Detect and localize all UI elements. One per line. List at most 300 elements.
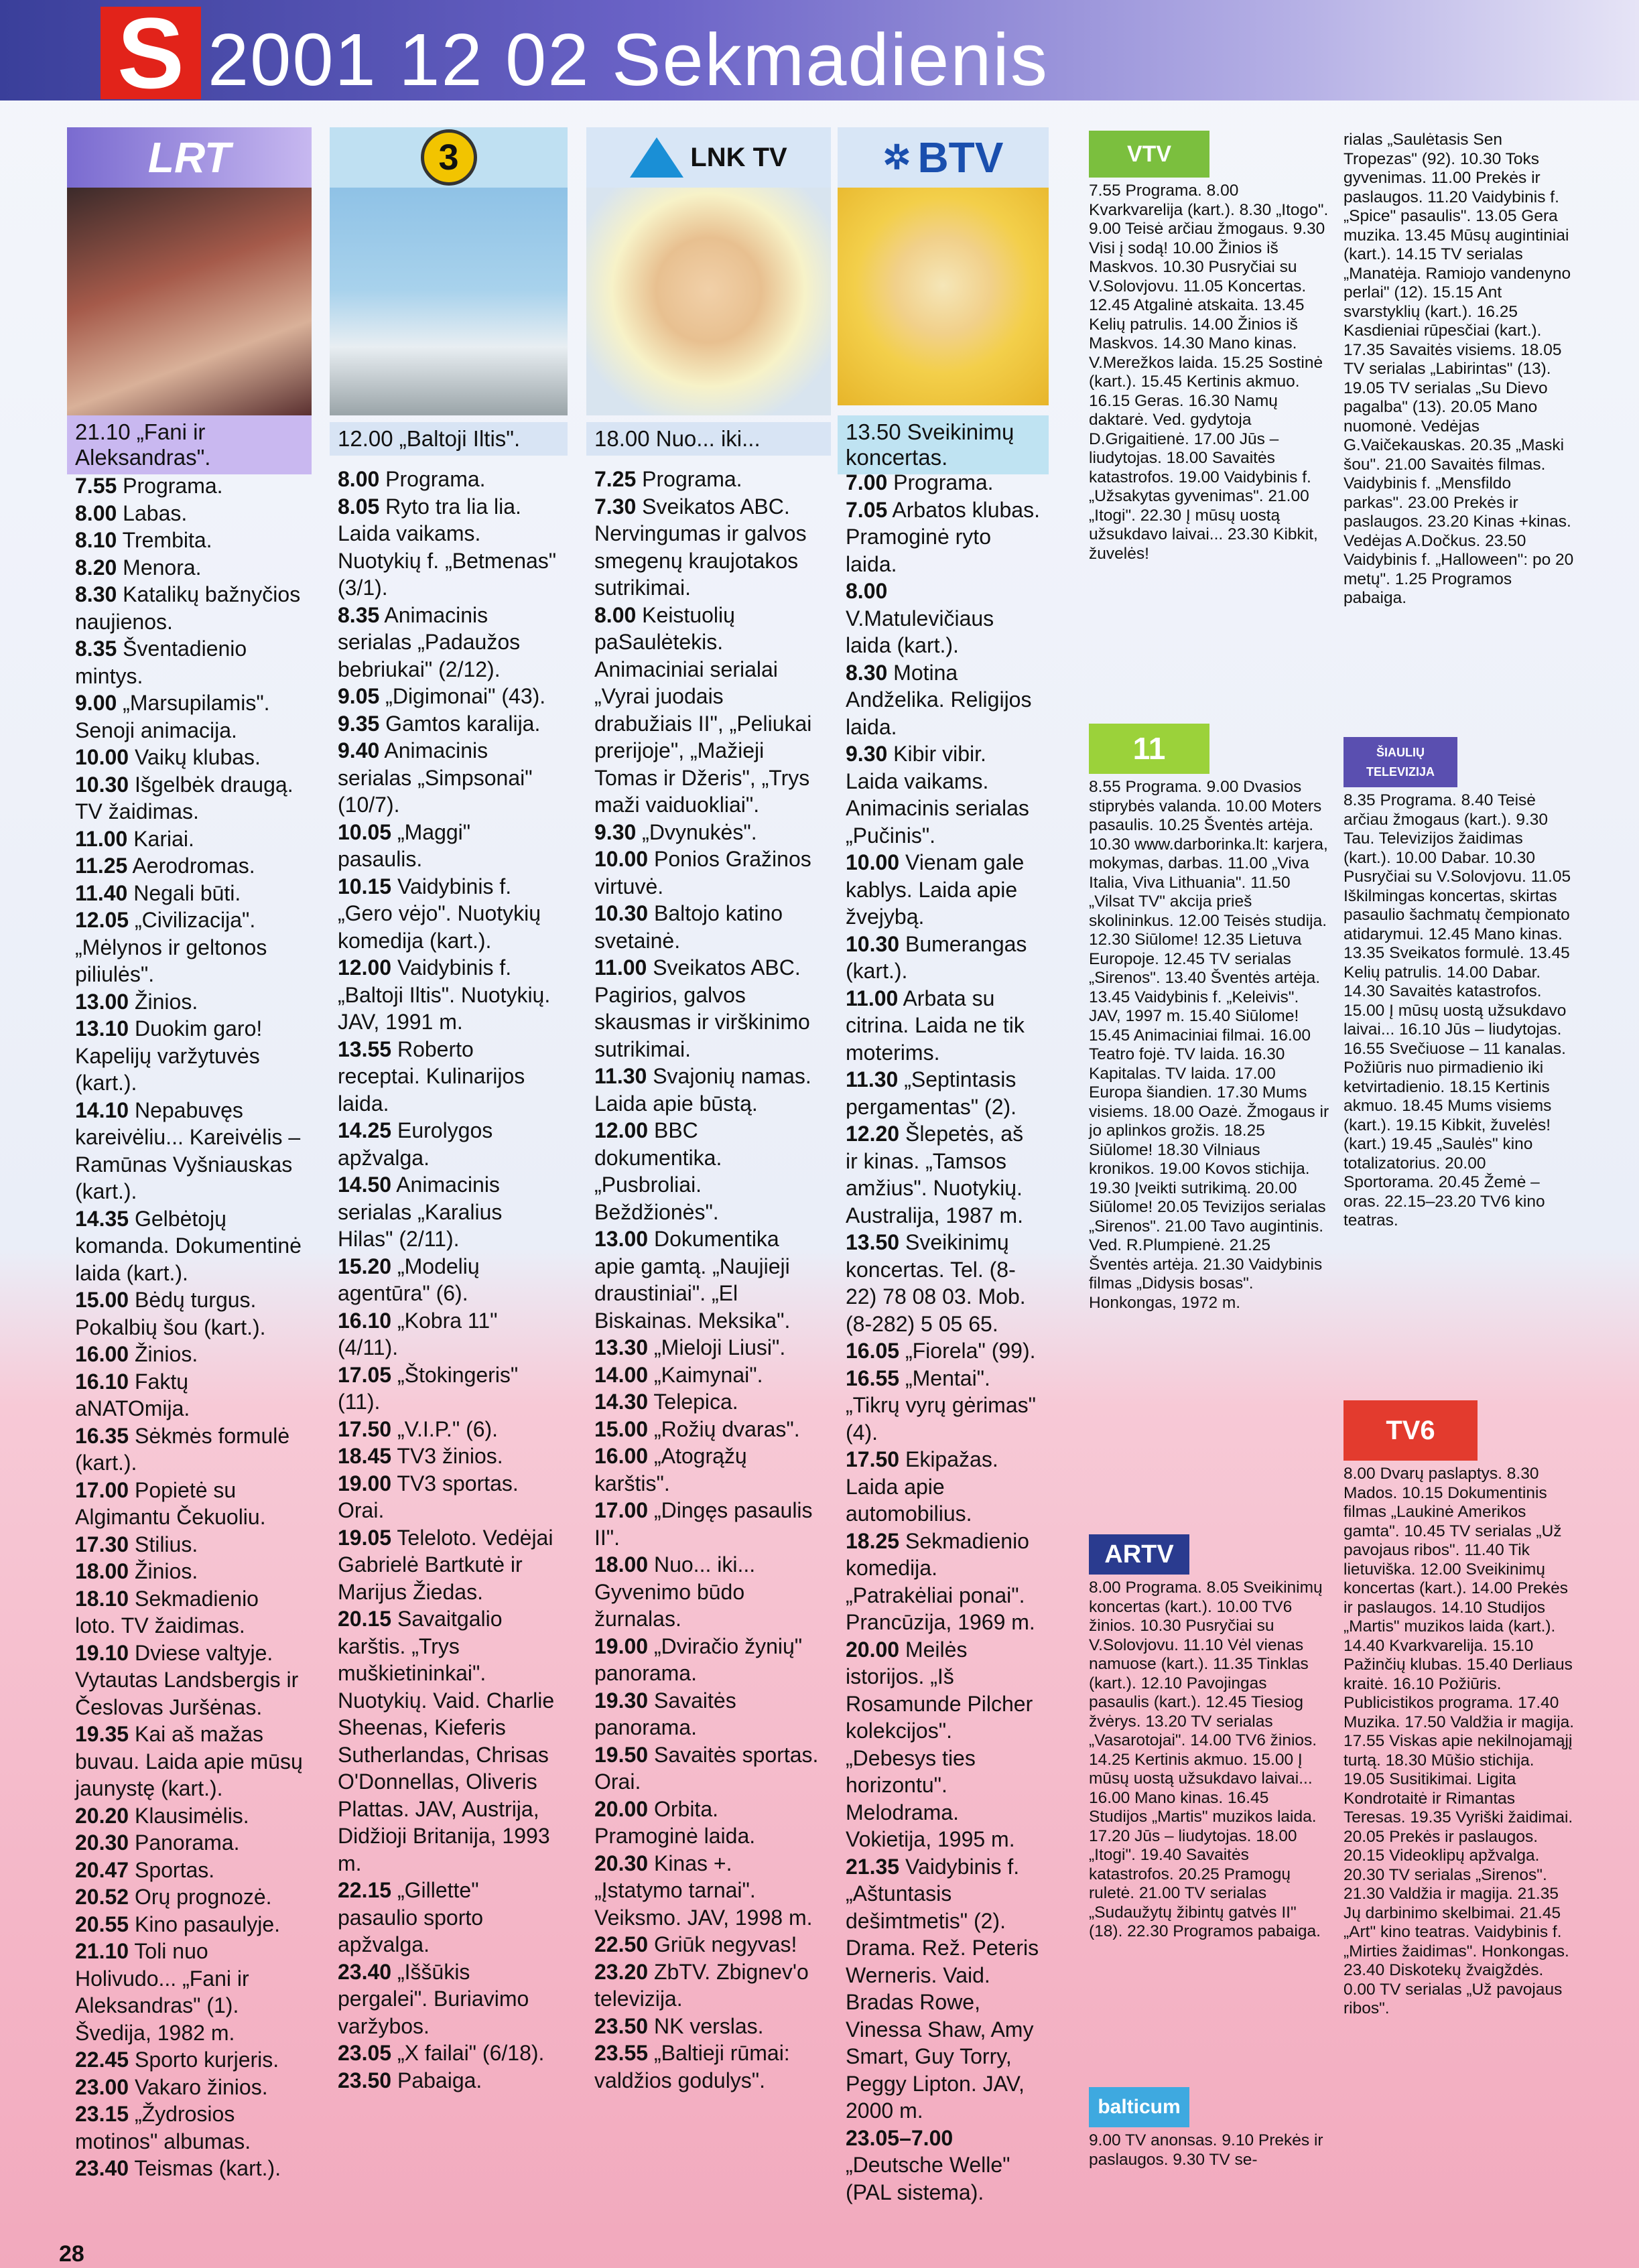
entry-title: Sveikatos ABC. Pagirios, galvos skausmas ir virškinimo sutrikimai. (594, 955, 810, 1061)
schedule-entry (594, 1958, 823, 2013)
schedule-entry (846, 2125, 1041, 2206)
entry-title: BBC dokumentika. „Pusbroliai. Beždžionės". (594, 1118, 722, 1224)
schedule-entry (338, 493, 560, 602)
entry-title: „Mentai". „Tikrų vyrų gėrimas" (4). (846, 1365, 1036, 1445)
entry-title: „X failai" (6/18). (397, 2041, 545, 2065)
program-text: 9.00 TV anonsas. 9.10 Prekės ir paslaugos. 9.30 TV se- (1089, 2131, 1323, 2169)
entry-title: Menora. (123, 555, 202, 580)
entry-time: 12.05 (75, 908, 129, 932)
schedule-entry (75, 472, 304, 500)
entry-title: „Modelių agentūra" (6). (338, 1254, 480, 1305)
entry-time: 23.00 (75, 2074, 129, 2099)
schedule-entry (594, 1334, 823, 1361)
entry-time: 16.00 (75, 1342, 129, 1366)
program-photo (67, 188, 312, 415)
entry-title: Ekipažas. Laida apie automobilius. (846, 1447, 998, 1526)
entry-time: 9.40 (338, 738, 380, 762)
entry-title: TV3 sportas. Orai. (338, 1471, 519, 1522)
schedule-entry (338, 1470, 560, 1524)
entry-title: Šlepetės, aš ir kinas. „Tamsos amžius". Nuotykių. Australija, 1987 m. (846, 1122, 1024, 1227)
entry-time: 16.10 (338, 1308, 392, 1333)
entry-title: Gamtos karalija. (385, 711, 541, 736)
entry-time: 23.50 (594, 2013, 649, 2038)
channel-block-tv6 (1343, 1400, 1575, 2019)
entry-title: Žinios. (134, 1559, 198, 1583)
entry-time: 23.05–7.00 (846, 2125, 954, 2150)
entry-time: 20.00 (594, 1796, 649, 1821)
entry-title: Arbata su citrina. Laida ne tik moterims. (846, 986, 1025, 1065)
entry-title: Žinios. (134, 1342, 198, 1366)
entry-title: Katalikų bažnyčios naujienos. (75, 582, 301, 634)
entry-title: Motina Andželika. Religijos laida. (846, 660, 1032, 739)
entry-time: 21.35 (846, 1854, 900, 1879)
entry-time: 23.50 (338, 2068, 392, 2092)
entry-title: Orų prognozė. (134, 1885, 272, 1909)
entry-title: Sveikinimų koncertas. Tel. (8-22) 78 08 03. Mob. (8-282) 5 05 65. (846, 1230, 1026, 1336)
entry-time: 13.30 (594, 1335, 649, 1359)
entry-time: 10.00 (75, 745, 129, 769)
entry-title: Panorama. (134, 1830, 240, 1855)
siauliu-logo: ŠIAULIŲ TELEVIZIJA (1343, 737, 1457, 787)
entry-time: 13.55 (338, 1037, 392, 1061)
entry-time: 8.35 (75, 637, 117, 661)
btv-logo-text: BTV (917, 133, 1004, 182)
channel-11-logo: 11 (1089, 724, 1209, 774)
entry-title: Vaidybinis f. „Aštuntasis dešimtmetis" (2). Drama. Rež. Peteris Werneris. Vaid. Bradas Rowe, Vinessa Shaw, Amy Smart, Guy Torry, Peggy Lipton. JAV, 2000 m. (846, 1854, 1039, 2123)
entry-time: 10.05 (338, 819, 392, 844)
tv3-logo-text: 3 (421, 129, 477, 186)
entry-time: 11.30 (846, 1067, 899, 1091)
schedule-entry (75, 1341, 304, 1368)
channel-column-btv (838, 127, 1049, 2211)
entry-time: 20.15 (338, 1607, 392, 1631)
schedule-entry (846, 1446, 1041, 1528)
entry-title: Orbita. Pramoginė laida. (594, 1796, 756, 1848)
entry-title: Savaitės panorama. (594, 1688, 736, 1739)
schedule-entry (594, 1633, 823, 1687)
entry-title: Savaitgalio karštis. „Trys muškietininkai". Nuotykių. Vaid. Charlie Sheenas, Kieferis Sutherlandas, Chrisas O'Donnellas, Oliveris Plattas. JAV, Austrija, Didžioji Britanija, 1993 m. (338, 1607, 555, 1875)
btv-logo (838, 127, 1049, 188)
entry-title: Vaidybinis f. „Baltoji Iltis". Nuotykių. JAV, 1991 m. (338, 955, 551, 1034)
entry-time: 12.00 (338, 955, 392, 980)
entry-time: 12.00 (594, 1118, 649, 1142)
entry-time: 19.30 (594, 1688, 649, 1713)
entry-title: Pabaiga. (397, 2068, 482, 2092)
entry-time: 8.05 (338, 494, 380, 519)
schedule-entry (594, 466, 823, 493)
entry-time: 19.50 (594, 1742, 649, 1767)
schedule-entry (75, 1205, 304, 1287)
entry-title: „Štokingeris" (11). (338, 1362, 519, 1414)
entry-title: „Atogrąžų karštis". (594, 1444, 747, 1495)
entry-title: Bėdų turgus. Pokalbių šou (kart.). (75, 1288, 266, 1339)
schedule-entry (594, 900, 823, 954)
entry-title: NK verslas. (653, 2013, 764, 2038)
schedule-entry (594, 1225, 823, 1334)
entry-title: Kinas +. „Įstatymo tarnai". Veiksmo. JAV, 1998 m. (594, 1851, 813, 1930)
entry-title: Išgelbėk draugą. TV žaidimas. (75, 772, 293, 823)
entry-time: 21.10 (75, 1939, 129, 1963)
schedule-entry (75, 689, 304, 744)
entry-title: Kibir vibir. Laida vaikams. Animacinis serialas „Pučinis". (846, 742, 1029, 848)
entry-time: 18.00 (75, 1559, 129, 1583)
entry-time: 12.20 (846, 1122, 900, 1146)
entry-title: Aerodromas. (132, 854, 255, 878)
section-letter: S (101, 7, 201, 99)
entry-time: 20.47 (75, 1857, 129, 1882)
entry-time: 10.30 (846, 931, 900, 956)
btv-star-icon: ✲ (882, 139, 911, 176)
entry-time: 20.30 (594, 1851, 649, 1875)
entry-time: 20.55 (75, 1912, 129, 1936)
entry-title: Sekmadienio komedija. „Patrakėliai ponai". Prancūzija, 1969 m. (846, 1528, 1035, 1634)
entry-title: Animacinis serialas „Padaužos bebriukai" (2/12). (338, 602, 521, 681)
schedule-entry (338, 1307, 560, 1361)
entry-title: Roberto receptai. Kulinarijos laida. (338, 1037, 525, 1116)
entry-title: Baltojo katino svetainė. (594, 901, 783, 953)
channel-block-vtv (1089, 131, 1330, 563)
entry-title: ZbTV. Zbignev'o televizija. (594, 1959, 809, 2011)
entry-title: „Žydrosios motinos" albumas. (75, 2102, 251, 2153)
schedule-entry (338, 1443, 560, 1470)
page-header (0, 0, 1639, 109)
entry-time: 20.00 (846, 1637, 900, 1662)
schedule-list (586, 466, 831, 2094)
schedule-entry (846, 578, 1041, 659)
channel-header (330, 127, 568, 415)
schedule-entry (75, 1802, 304, 1830)
schedule-entry (75, 1640, 304, 1721)
entry-title: „Fiorela" (99). (905, 1339, 1036, 1363)
entry-time: 7.00 (846, 470, 888, 494)
entry-time: 15.00 (594, 1416, 649, 1441)
program-text: 8.00 Dvarų paslaptys. 8.30 Mados. 10.15 Dokumentinis filmas „Laukinė Amerikos gamta". 10.45 TV serialas „Už pavojaus ribos". 11.40 Tik lietuviška. 12.00 Sveikinimų koncertas (kart.). 14.00 Prekės ir paslaugos. 14.10 Studijos „Martis" muzikos laida (kart.). 14.40 Kvarkvarelija. 15.10 Pažinčių klubas. 15.40 Derliaus kraitė. 16.10 Požiūris. Publicistikos programa. 17.40 Muzika. 17.50 Valdžia ir magija. 17.55 Viskas apie nekilnojamąjį turtą. 18.30 Mūšio stichija. 19.05 Susitikimai. Ligita Kondrotaitė ir Rimantas Teresas. 19.35 Vyriški žaidimai. 20.05 Prekės ir paslaugos. 20.15 Videoklipų apžvalga. 20.30 TV serialas „Sirenos". 21.30 Valdžia ir magija. 21.35 Jų darbinimo skelbimai. 21.45 „Art" kino teatras. Vaidybinis f. „Mirties žaidimas". Honkongas. 23.40 Diskotekų žvaigždės. 0.00 TV serialas „Už pavojaus ribos". (1343, 1465, 1575, 2017)
entry-title: „Civilizacija". „Mėlynos ir geltonos piliulės". (75, 908, 267, 986)
schedule-entry (594, 1741, 823, 1796)
schedule-list (838, 469, 1049, 2206)
schedule-entry (338, 466, 560, 493)
entry-title: Toli nuo Holivudo... „Fani ir Aleksandras" (1). Švedija, 1982 m. (75, 1939, 249, 2045)
entry-time: 17.00 (75, 1477, 129, 1502)
entry-title: Šventadienio mintys. (75, 637, 247, 688)
entry-time: 23.40 (75, 2156, 129, 2180)
entry-time: 18.10 (75, 1586, 129, 1611)
entry-title: Programa. (123, 474, 223, 498)
schedule-entry (594, 1388, 823, 1416)
entry-time: 10.30 (75, 772, 129, 797)
schedule-entry (338, 954, 560, 1036)
entry-title: „Dvynukės". (642, 819, 757, 844)
schedule-entry (338, 1036, 560, 1118)
program-text: 8.55 Programa. 9.00 Dvasios stiprybės valanda. 10.00 Moters pasaulis. 10.25 Šventės artėja. 10.30 www.darborinka.lt: karjera, mokymas, darbas. 11.00 „Viva Italia, Viva Lithuania". 11.50 „Vilsat TV" akcija prieš skolininkus. 12.00 Teisės studija. 12.30 Siūlome! 12.35 Lietuva Europoje. 12.45 TV serialas „Sirenos". 13.40 Šventės artėja. 13.45 Vaidybinis f. „Keleivis". JAV, 1997 m. 15.40 Siūlome! 15.45 Animaciniai filmai. 16.00 Teatro fojė. TV laida. 16.30 Kapitalas. TV laida. 17.00 Europa šiandien. 17.30 Mums visiems. 18.00 Oazė. Žmogaus ir jo aplinkos grožis. 18.25 Siūlome! 18.30 Vilniaus kronikos. 19.00 Kovos stichija. 19.30 Įveikti sutrikimą. 20.00 Siūlome! 20.05 Tevizijos serialas „Sirenos". 21.00 Tavo augintinis. Ved. R.Plumpienė. 21.25 Šventės artėja. 21.30 Vaidybinis filmas „Didysis bosas". Honkongas, 1972 m. (1089, 778, 1329, 1312)
schedule-entry (594, 602, 823, 819)
channel-column-lrt (67, 127, 312, 2211)
schedule-entry (594, 493, 823, 602)
schedule-entry (75, 988, 304, 1016)
schedule-entry (75, 1015, 304, 1097)
schedule-entry (338, 2067, 560, 2094)
entry-title: Ryto tra lia lia. Laida vaikams. Nuotykių f. „Betmenas" (3/1). (338, 494, 557, 600)
entry-title: Arbatos klubas. Pramoginė ryto laida. (846, 497, 1040, 576)
schedule-entry (75, 1558, 304, 1585)
entry-time: 23.55 (594, 2041, 649, 2065)
entry-title: Kai aš mažas buvau. Laida apie mūsų jaunystę (kart.). (75, 1722, 303, 1800)
schedule-entry (338, 1416, 560, 1443)
entry-time: 16.35 (75, 1423, 129, 1448)
schedule-entry (338, 602, 560, 683)
entry-time: 10.15 (338, 874, 392, 898)
highlight-program: 13.50 Sveikinimų koncertas. (838, 415, 1049, 474)
page-title: 2001 12 02 Sekmadienis (208, 19, 1049, 101)
program-photo (586, 188, 831, 415)
program-text: 7.55 Programa. 8.00 Kvarkvarelija (kart.). 8.30 „Itogo". 9.00 Teisė arčiau žmogaus. 9.30 Visi į sodą! 10.00 Žinios iš Maskvos. 10.30 Pusryčiai su V.Solovjovu. 11.05 Koncertas. 12.45 Atgalinė atskaita. 13.45 Kelių patrulis. 14.00 Žinios iš Maskvos. 14.30 Mano kinas. V.Merežkos laida. 15.25 Sostinė (kart.). 15.45 Kertinis akmuo. 16.15 Geras. 16.30 Namų daktarė. Ved. gydytoja D.Grigaitienė. 17.00 Jūs – liudytojas. 18.00 Savaitės katastrofos. 19.00 Vaidybinis f. „Užsakytas gyvenimas". 21.00 „Itogi". 22.30 Į mūsų uostą užsukdavo laivai... 23.30 Kibkit, žuvelės! (1089, 182, 1329, 563)
entry-time: 13.50 (846, 1230, 900, 1254)
program-photo (838, 188, 1049, 405)
entry-title: Sėkmės formulė (kart.). (75, 1423, 290, 1475)
channel-header (67, 127, 312, 415)
schedule-entry (846, 1120, 1041, 1229)
schedule-entry (338, 1117, 560, 1171)
entry-time: 11.00 (75, 826, 128, 851)
entry-time: 17.05 (338, 1362, 392, 1387)
schedule-entry (338, 1171, 560, 1253)
entry-title: Svajonių namas. Laida apie būstą. (594, 1064, 811, 1116)
vtv-logo: VTV (1089, 131, 1209, 178)
entry-title: „Marsupilamis". Senoji animacija. (75, 691, 270, 742)
entry-time: 13.00 (75, 989, 129, 1014)
schedule-entry (846, 931, 1041, 985)
entry-time: 17.50 (338, 1416, 392, 1441)
schedule-entry (594, 1796, 823, 1850)
schedule-entry (594, 1416, 823, 1443)
entry-time: 11.00 (594, 955, 647, 980)
schedule-entry (75, 1883, 304, 1911)
schedule-entry (338, 1958, 560, 2040)
entry-time: 8.30 (75, 582, 117, 606)
entry-title: „Baltieji rūmai: valdžios godulys". (594, 2041, 790, 2092)
entry-time: 23.40 (338, 1959, 392, 1984)
entry-time: 22.15 (338, 1878, 392, 1902)
entry-time: 16.55 (846, 1365, 900, 1390)
entry-time: 11.40 (75, 880, 128, 905)
entry-title: Meilės istorijos. „Iš Rosamunde Pilcher kolekcijos". „Debesys ties horizontu". Melodrama. Vokietija, 1995 m. (846, 1637, 1033, 1851)
entry-title: „Rožių dvaras". (653, 1416, 800, 1441)
entry-title: Telepica. (653, 1390, 738, 1414)
entry-time: 13.00 (594, 1227, 649, 1251)
entry-time: 10.00 (846, 850, 900, 874)
schedule-entry (75, 1531, 304, 1558)
entry-title: „Dviračio žynių" panorama. (594, 1633, 803, 1685)
schedule-entry (846, 1066, 1041, 1120)
schedule-entry (594, 1063, 823, 1117)
channel-column-tv3 (330, 127, 568, 2211)
program-text: 8.00 Programa. 8.05 Sveikinimų koncertas (kart.). 10.00 TV6 žinios. 10.30 Pusryčiai su V.Solovjovu. 11.10 Vėl vienas namuose (kart.). 11.35 Tinklas (kart.). 12.10 Pavojingas pasaulis (kart.). 12.45 Tiesiog žvėrys. 13.20 TV serialas „Vasarotojai". 14.00 TV6 žinios. 14.25 Kertinis akmuo. 15.00 Į mūsų uostą užsukdavo laivai... 16.00 Mano kinas. 16.45 Studijos „Martis" muzikos laida. 17.20 Jūs – liudytojas. 18.00 „Itogi". 19.40 Savaitės katastrofos. 20.25 Pramogų ruletė. 21.00 TV serialas „Sudaužytų žibintų gatvės II" (18). 22.30 Programos pabaiga. (1089, 1579, 1323, 1940)
highlight-program: 12.00 „Baltoji Iltis". (330, 422, 568, 456)
entry-time: 20.52 (75, 1885, 129, 1909)
entry-title: Savaitės sportas. Orai. (594, 1742, 819, 1794)
entry-time: 15.20 (338, 1254, 392, 1278)
channel-block-balticum (1089, 2087, 1330, 2170)
entry-title: Dviese valtyje. Vytautas Landsbergis ir Česlovas Juršėnas. (75, 1640, 299, 1719)
entry-title: TV3 žinios. (397, 1444, 503, 1468)
entry-time: 14.25 (338, 1118, 392, 1142)
highlight-program: 18.00 Nuo... iki... (586, 422, 831, 456)
schedule-entry (75, 2074, 304, 2101)
schedule-entry (75, 1422, 304, 1477)
entry-time: 8.00 (594, 602, 637, 627)
schedule-entry (846, 740, 1041, 849)
entry-title: Klausimėlis. (134, 1803, 249, 1828)
lnk-logo (586, 127, 831, 188)
schedule-entry (594, 819, 823, 846)
schedule-entry (594, 2013, 823, 2040)
entry-title: „Iššūkis pergalei". Buriavimo varžybos. (338, 1959, 529, 2038)
entry-time: 16.10 (75, 1369, 129, 1394)
schedule-entry (594, 954, 823, 1063)
entry-title: Vienam gale kablys. Laida apie žvejybą. (846, 850, 1025, 929)
schedule-entry (846, 985, 1041, 1067)
entry-time: 7.05 (846, 497, 888, 522)
entry-title: „Dingęs pasaulis II". (594, 1498, 813, 1550)
entry-title: Animacinis serialas „Karalius Hilas" (2/11). (338, 1173, 503, 1251)
schedule-entry (846, 469, 1041, 496)
schedule-entry (338, 1361, 560, 1416)
entry-time: 9.30 (846, 742, 888, 766)
schedule-entry (594, 1361, 823, 1389)
schedule-entry (75, 825, 304, 853)
entry-time: 22.45 (75, 2048, 129, 2072)
entry-time: 19.35 (75, 1722, 129, 1746)
schedule-entry (75, 1911, 304, 1938)
entry-time: 7.55 (75, 474, 117, 498)
entry-title: Sekmadienio loto. TV žaidimas. (75, 1586, 259, 1638)
schedule-entry (75, 1585, 304, 1640)
schedule-list (330, 466, 568, 2094)
entry-time: 8.00 (75, 501, 117, 525)
entry-time: 14.35 (75, 1206, 129, 1231)
entry-time: 10.30 (594, 901, 649, 925)
channel-column-lnk (586, 127, 831, 2211)
schedule-entry (75, 1938, 304, 2046)
program-photo (330, 188, 568, 415)
schedule-entry (338, 873, 560, 955)
program-text: rialas „Saulėtasis Sen Tropezas" (92). 10.30 Toks gyvenimas. 11.00 Prekės ir paslaugos. 11.20 Vaidybinis f. „Spice" pasaulis". 13.05 Gera muzika. 13.45 Mūsų augintiniai (kart.). 14.15 TV serialas „Manatėja. Ramiojo vandenyno perlai" (12). 15.15 Ant svarstyklių (kart.). 16.25 Kasdieniai rūpesčiai (kart.). 17.35 Savaitės visiems. 18.05 TV serialas „Labirintas" (13). 19.05 TV serialas „Su Dievo pagalba" (13). 20.05 Mano nuomonė. Vedėjas G.Vaičekauskas. 20.35 „Maski šou". 21.00 Savaitės filmas. Vaidybinis f. „Mensfildo parkas". 23.00 Prekės ir paslaugos. 23.20 Kinas +kinas. Vedėjas A.Dočkus. 23.50 Vaidybinis f. „Halloween": po 20 metų". 1.25 Programos pabaiga. (1343, 131, 1574, 607)
entry-time: 11.30 (594, 1064, 647, 1088)
schedule-list (67, 472, 312, 2182)
schedule-entry (75, 635, 304, 689)
schedule-entry (594, 1443, 823, 1497)
entry-time: 23.20 (594, 1959, 649, 1984)
entry-title: Bumerangas (kart.). (846, 931, 1027, 983)
entry-time: 23.15 (75, 2102, 129, 2126)
schedule-entry (75, 554, 304, 582)
entry-time: 8.10 (75, 528, 117, 552)
entry-time: 22.50 (594, 1932, 649, 1956)
schedule-entry (75, 1857, 304, 1884)
schedule-entry (338, 683, 560, 710)
schedule-entry (846, 1636, 1041, 1853)
entry-title: „Gillette" pasaulio sporto apžvalga. (338, 1878, 484, 1956)
entry-title: Duokim garo! Kapelijų varžytuvės (kart.). (75, 1016, 263, 1095)
entry-time: 23.05 (338, 2041, 392, 2065)
schedule-entry (75, 2046, 304, 2074)
entry-title: Kariai. (133, 826, 194, 851)
schedule-entry (75, 771, 304, 825)
schedule-entry (338, 1605, 560, 1877)
entry-title: Vaikų klubas. (134, 745, 261, 769)
entry-title: Programa. (893, 470, 994, 494)
entry-title: Programa. (385, 467, 486, 491)
artv-logo: ARTV (1089, 1534, 1189, 1575)
entry-title: Animacinis serialas „Simpsonai" (10/7). (338, 738, 533, 817)
entry-time: 16.00 (594, 1444, 649, 1468)
channel-block-11 (1089, 724, 1330, 1313)
page-number: 28 (59, 2241, 84, 2267)
entry-time: 7.30 (594, 494, 637, 519)
entry-time: 19.00 (338, 1471, 392, 1495)
schedule-entry (594, 1117, 823, 1225)
channel-block-siauliu (1343, 737, 1575, 1231)
schedule-entry (846, 1365, 1041, 1447)
entry-title: Sporto kurjeris. (134, 2048, 279, 2072)
schedule-entry (338, 819, 560, 873)
lnk-triangle-icon (630, 137, 683, 178)
entry-time: 11.00 (846, 986, 899, 1010)
schedule-entry (846, 1337, 1041, 1365)
schedule-entry (338, 1253, 560, 1307)
entry-title: Trembita. (122, 528, 212, 552)
entry-time: 19.00 (594, 1633, 649, 1658)
schedule-entry (75, 907, 304, 988)
schedule-entry (594, 1850, 823, 1932)
entry-title: Popietė su Algimantu Čekuoliu. (75, 1477, 266, 1529)
entry-time: 14.30 (594, 1390, 649, 1414)
entry-title: Dokumentika apie gamtą. „Naujieji draustiniai". „El Biskainas. Meksika". (594, 1227, 791, 1333)
entry-title: „Mieloji Liusi". (653, 1335, 786, 1359)
entry-title: „Kaimynai". (653, 1362, 763, 1387)
entry-time: 10.00 (594, 847, 649, 871)
entry-title: Vakaro žinios. (134, 2074, 268, 2099)
schedule-entry (338, 1877, 560, 1958)
tv6-logo: TV6 (1343, 1400, 1478, 1461)
schedule-entry (75, 527, 304, 554)
entry-title: Kino pasaulyje. (134, 1912, 280, 1936)
lrt-logo: LRT (67, 127, 312, 188)
entry-title: Ponios Gražinos virtuvė. (594, 847, 811, 898)
entry-title: Faktų aNATOmija. (75, 1369, 190, 1420)
entry-title: Teismas (kart.). (134, 2156, 281, 2180)
schedule-entry (75, 1829, 304, 1857)
schedule-entry (75, 500, 304, 527)
entry-time: 18.00 (594, 1552, 649, 1577)
entry-title: Negali būti. (133, 880, 241, 905)
schedule-entry (846, 1229, 1041, 1337)
channel-block-continued (1343, 131, 1575, 608)
channel-header (838, 127, 1049, 405)
schedule-entry (846, 1853, 1041, 2125)
schedule-entry (338, 737, 560, 819)
entry-title: V.Matulevičiaus laida (kart.). (846, 606, 994, 657)
entry-time: 15.00 (75, 1288, 129, 1312)
schedule-entry (846, 496, 1041, 578)
schedule-entry (338, 2040, 560, 2067)
entry-title: „Septintasis pergamentas" (2). (846, 1067, 1017, 1119)
schedule-entry (846, 849, 1041, 931)
entry-time: 8.00 (846, 579, 888, 603)
entry-title: „V.I.P." (6). (397, 1416, 499, 1441)
schedule-entry (594, 2040, 823, 2094)
program-text: 8.35 Programa. 8.40 Teisė arčiau žmogaus (kart.). 9.30 Tau. Televizijos žaidimas (kart.). 10.00 Dabar. 10.30 Pusryčiai su V.Solovjovu. 11.05 Iškilmingas koncertas, skirtas pasaulio šachmatų čempionato atidarymui. 12.45 Mano kinas. 13.35 Sveikatos formulė. 13.45 Kelių patrulis. 14.00 Dabar. 14.30 Savaitės katastrofos. 15.00 Į mūsų uostą užsukdavo laivai... 16.10 Jūs – liudytojas. 16.55 Svečiuose – 11 kanalas. Požiūris nuo pirmadienio iki ketvirtadienio. 18.15 Kertinis akmuo. 18.45 Mums visiems (kart.). 19.15 Kibkit, žuvelės! (kart.) 19.45 „Saulės" kino totalizatorius. 20.00 Sportorama. 20.45 Žemė – oras. 22.15–23.20 TV6 kino teatras. (1343, 791, 1571, 1229)
